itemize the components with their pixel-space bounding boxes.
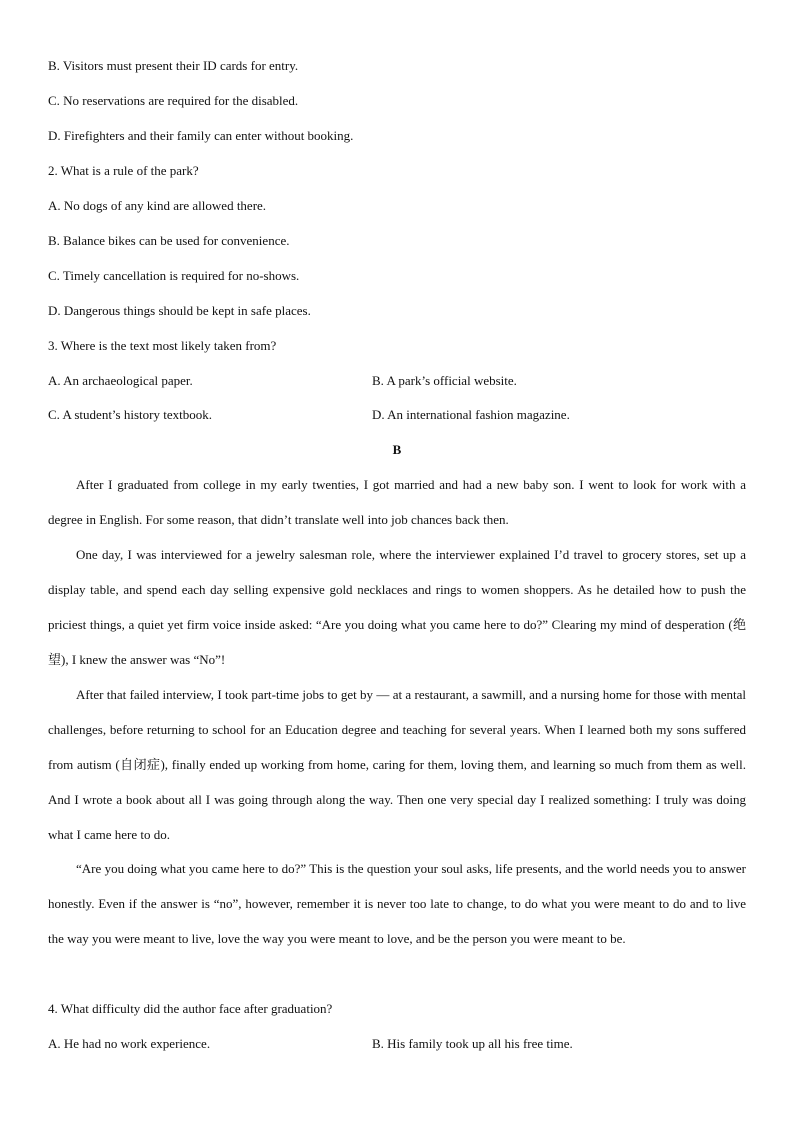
q4-option-a: A. He had no work experience. [48, 1036, 211, 1051]
q2-question: 2. What is a rule of the park? [48, 163, 199, 178]
q3-question: 3. Where is the text most likely taken from? [48, 338, 277, 353]
q3-option-c: C. A student’s history textbook. [48, 407, 212, 422]
passage-b-paragraph-2: One day, I was interviewed for a jewelry salesman role, where the interviewer explained I’d travel to grocery stores, set up a display table, and spend each day selling expensive gold necklaces and rings to women shoppers. As he detailed how to push the priciest things, a quiet yet firm voice inside asked: “Are you doing what you came here to do?” Clearing my mind of desperation (绝望), I knew the answer was “No”! [48, 547, 746, 667]
q3-option-a: A. An archaeological paper. [48, 373, 193, 388]
q2-option-a: A. No dogs of any kind are allowed there. [48, 198, 267, 213]
q1-option-c: C. No reservations are required for the disabled. [48, 93, 299, 108]
q1-option-b: B. Visitors must present their ID cards for entry. [48, 58, 299, 73]
passage-b-paragraph-1: After I graduated from college in my early twenties, I got married and had a new baby son. I went to look for work with a degree in English. For some reason, that didn’t translate well into job chances back then. [48, 477, 746, 527]
passage-b-paragraph-4: “Are you doing what you came here to do?” This is the question your soul asks, life presents, and the world needs you to answer honestly. Even if the answer is “no”, however, remember it is never too late to change, to do what you were meant to do and to live the way you were meant to live, love the way you were meant to love, and be the person you were meant to be. [48, 861, 746, 946]
q4-option-b: B. His family took up all his free time. [372, 1036, 573, 1051]
q2-option-c: C. Timely cancellation is required for no-shows. [48, 268, 300, 283]
section-b-title: B [392, 442, 402, 457]
q2-option-b: B. Balance bikes can be used for convenience. [48, 233, 290, 248]
q3-option-d: D. An international fashion magazine. [372, 407, 570, 422]
q2-option-d: D. Dangerous things should be kept in safe places. [48, 303, 311, 318]
q3-option-b: B. A park’s official website. [372, 373, 517, 388]
q4-question: 4. What difficulty did the author face after graduation? [48, 1001, 333, 1016]
q1-option-d: D. Firefighters and their family can enter without booking. [48, 128, 354, 143]
passage-b-paragraph-3: After that failed interview, I took part-time jobs to get by — at a restaurant, a sawmill, and a nursing home for those with mental challenges, before returning to school for an Education degree and teaching for several years. When I learned both my sons suffered from autism (自闭症), finally ended up working from home, caring for them, loving them, and learning so much from them as well. And I wrote a book about all I was going through along the way. Then one very special day I realized something: I truly was doing what I came here to do. [48, 687, 746, 842]
